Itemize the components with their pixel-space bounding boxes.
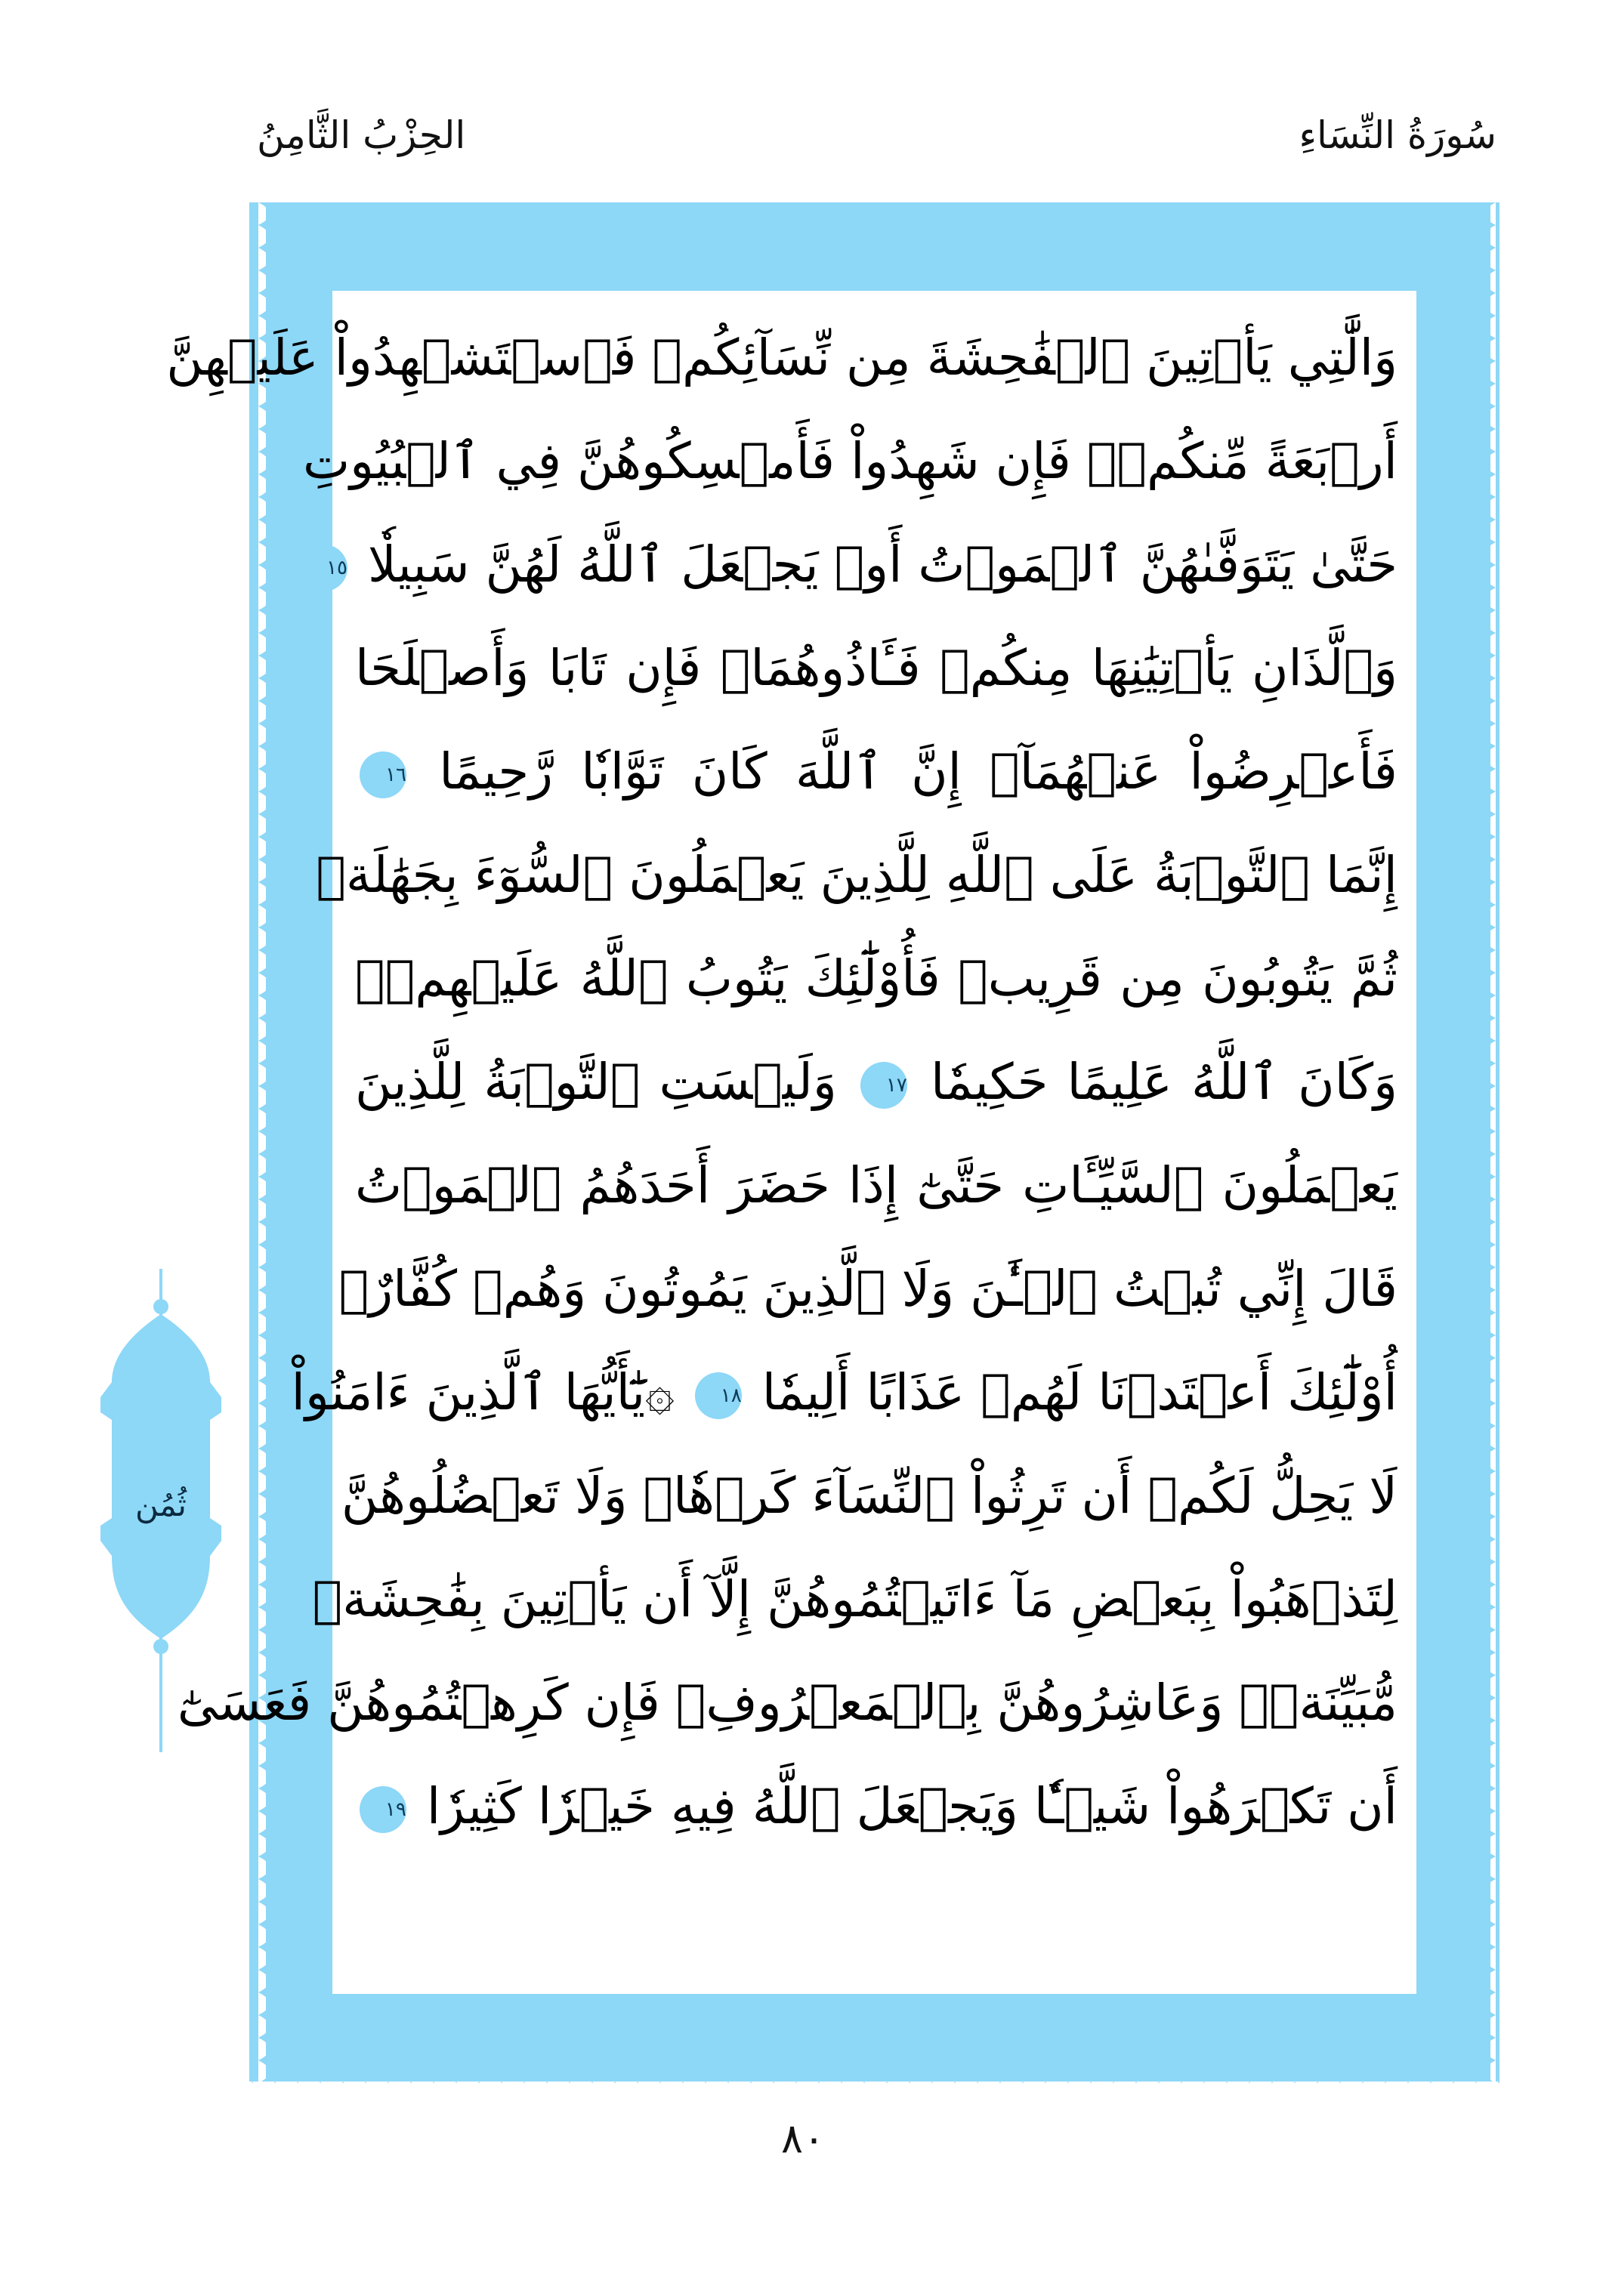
ayah-number-marker: ١٩ xyxy=(360,1786,406,1833)
ayah-number-marker: ١٨ xyxy=(695,1372,742,1419)
verse-line: مُّبَيِّنَةٖۚ وَعَاشِرُوهُنَّ بِٱلۡمَعۡرُوفِۚ فَإِن كَرِهۡتُمُوهُنَّ فَعَسَىٰٓ xyxy=(177,1674,1398,1732)
verse-line: وَالَّٰتِي يَأۡتِينَ ٱلۡفَٰحِشَةَ مِن نِّسَآئِكُمۡ فَٱسۡتَشۡهِدُواْ عَلَيۡهِنَّ xyxy=(166,329,1398,387)
page-number: ٨٠ xyxy=(780,2115,825,2162)
verse-line: أُوْلَٰٓئِكَ أَعۡتَدۡنَا لَهُمۡ عَذَابًا أَلِيمٗا ١٨ ۞يَٰٓأَيُّهَا ٱلَّذِينَ ءَامَنُواْ xyxy=(291,1363,1398,1421)
verse-line: فَأَعۡرِضُواْ عَنۡهُمَآۗ إِنَّ ٱللَّهَ كَانَ تَوَّابٗا رَّحِيمًا ١٦ xyxy=(355,720,1398,823)
verse-line: لِتَذۡهَبُواْ بِبَعۡضِ مَآ ءَاتَيۡتُمُوهُنَّ إِلَّآ أَن يَأۡتِينَ بِفَٰحِشَةٖ xyxy=(312,1570,1398,1628)
verse-line: وَٱلَّذَانِ يَأۡتِيَٰنِهَا مِنكُمۡ فَـَٔاذُوهُمَاۖ فَإِن تَابَا وَأَصۡلَحَا xyxy=(355,639,1398,697)
verse-line: وَكَانَ ٱللَّهُ عَلِيمًا حَكِيمٗا ١٧ وَلَيۡسَتِ ٱلتَّوۡبَةُ لِلَّذِينَ xyxy=(355,1053,1398,1111)
verse-line: إِنَّمَا ٱلتَّوۡبَةُ عَلَى ٱللَّهِ لِلَّذِينَ يَعۡمَلُونَ ٱلسُّوٓءَ بِجَهَٰلَةٖ xyxy=(316,846,1398,904)
thumun-label: ثُمُن xyxy=(135,1486,187,1523)
verse-line: لَا يَحِلُّ لَكُمۡ أَن تَرِثُواْ ٱلنِّسَآءَ كَرۡهٗاۖ وَلَا تَعۡضُلُوهُنَّ xyxy=(341,1467,1398,1525)
verse-line: حَتَّىٰ يَتَوَفَّىٰهُنَّ ٱلۡمَوۡتُ أَوۡ يَجۡعَلَ ٱللَّهُ لَهُنَّ سَبِيلٗا ١٥ xyxy=(355,513,1398,616)
hizb-title: الحِزْبُ الثَّامِنُ xyxy=(257,113,466,157)
ayah-number-marker: ١٥ xyxy=(301,545,347,591)
verse-line: ثُمَّ يَتُوبُونَ مِن قَرِيبٖ فَأُوْلَٰٓئِكَ يَتُوبُ ٱللَّهُ عَلَيۡهِمۡۗ xyxy=(355,949,1398,1008)
ayah-number-marker: ١٧ xyxy=(860,1062,907,1109)
ayah-number-marker: ١٦ xyxy=(360,751,406,798)
verse-line: قَالَ إِنِّي تُبۡتُ ٱلۡـَٰٔنَ وَلَا ٱلَّذِينَ يَمُوتُونَ وَهُمۡ كُفَّارٌۚ xyxy=(338,1260,1398,1318)
verse-lines xyxy=(166,306,1398,1858)
verse-line: أَرۡبَعَةً مِّنكُمۡۖ فَإِن شَهِدُواْ فَأَمۡسِكُوهُنَّ فِي ٱلۡبُيُوتِ xyxy=(303,432,1398,490)
verse-line: أَن تَكۡرَهُواْ شَيۡـٔٗا وَيَجۡعَلَ ٱللَّهُ فِيهِ خَيۡرٗا كَثِيرٗا ١٩ xyxy=(355,1754,1398,1858)
surah-title: سُورَةُ النِّسَاءِ xyxy=(1299,113,1496,157)
verse-line: يَعۡمَلُونَ ٱلسَّيِّـَٔاتِ حَتَّىٰٓ إِذَا حَضَرَ أَحَدَهُمُ ٱلۡمَوۡتُ xyxy=(355,1156,1398,1214)
